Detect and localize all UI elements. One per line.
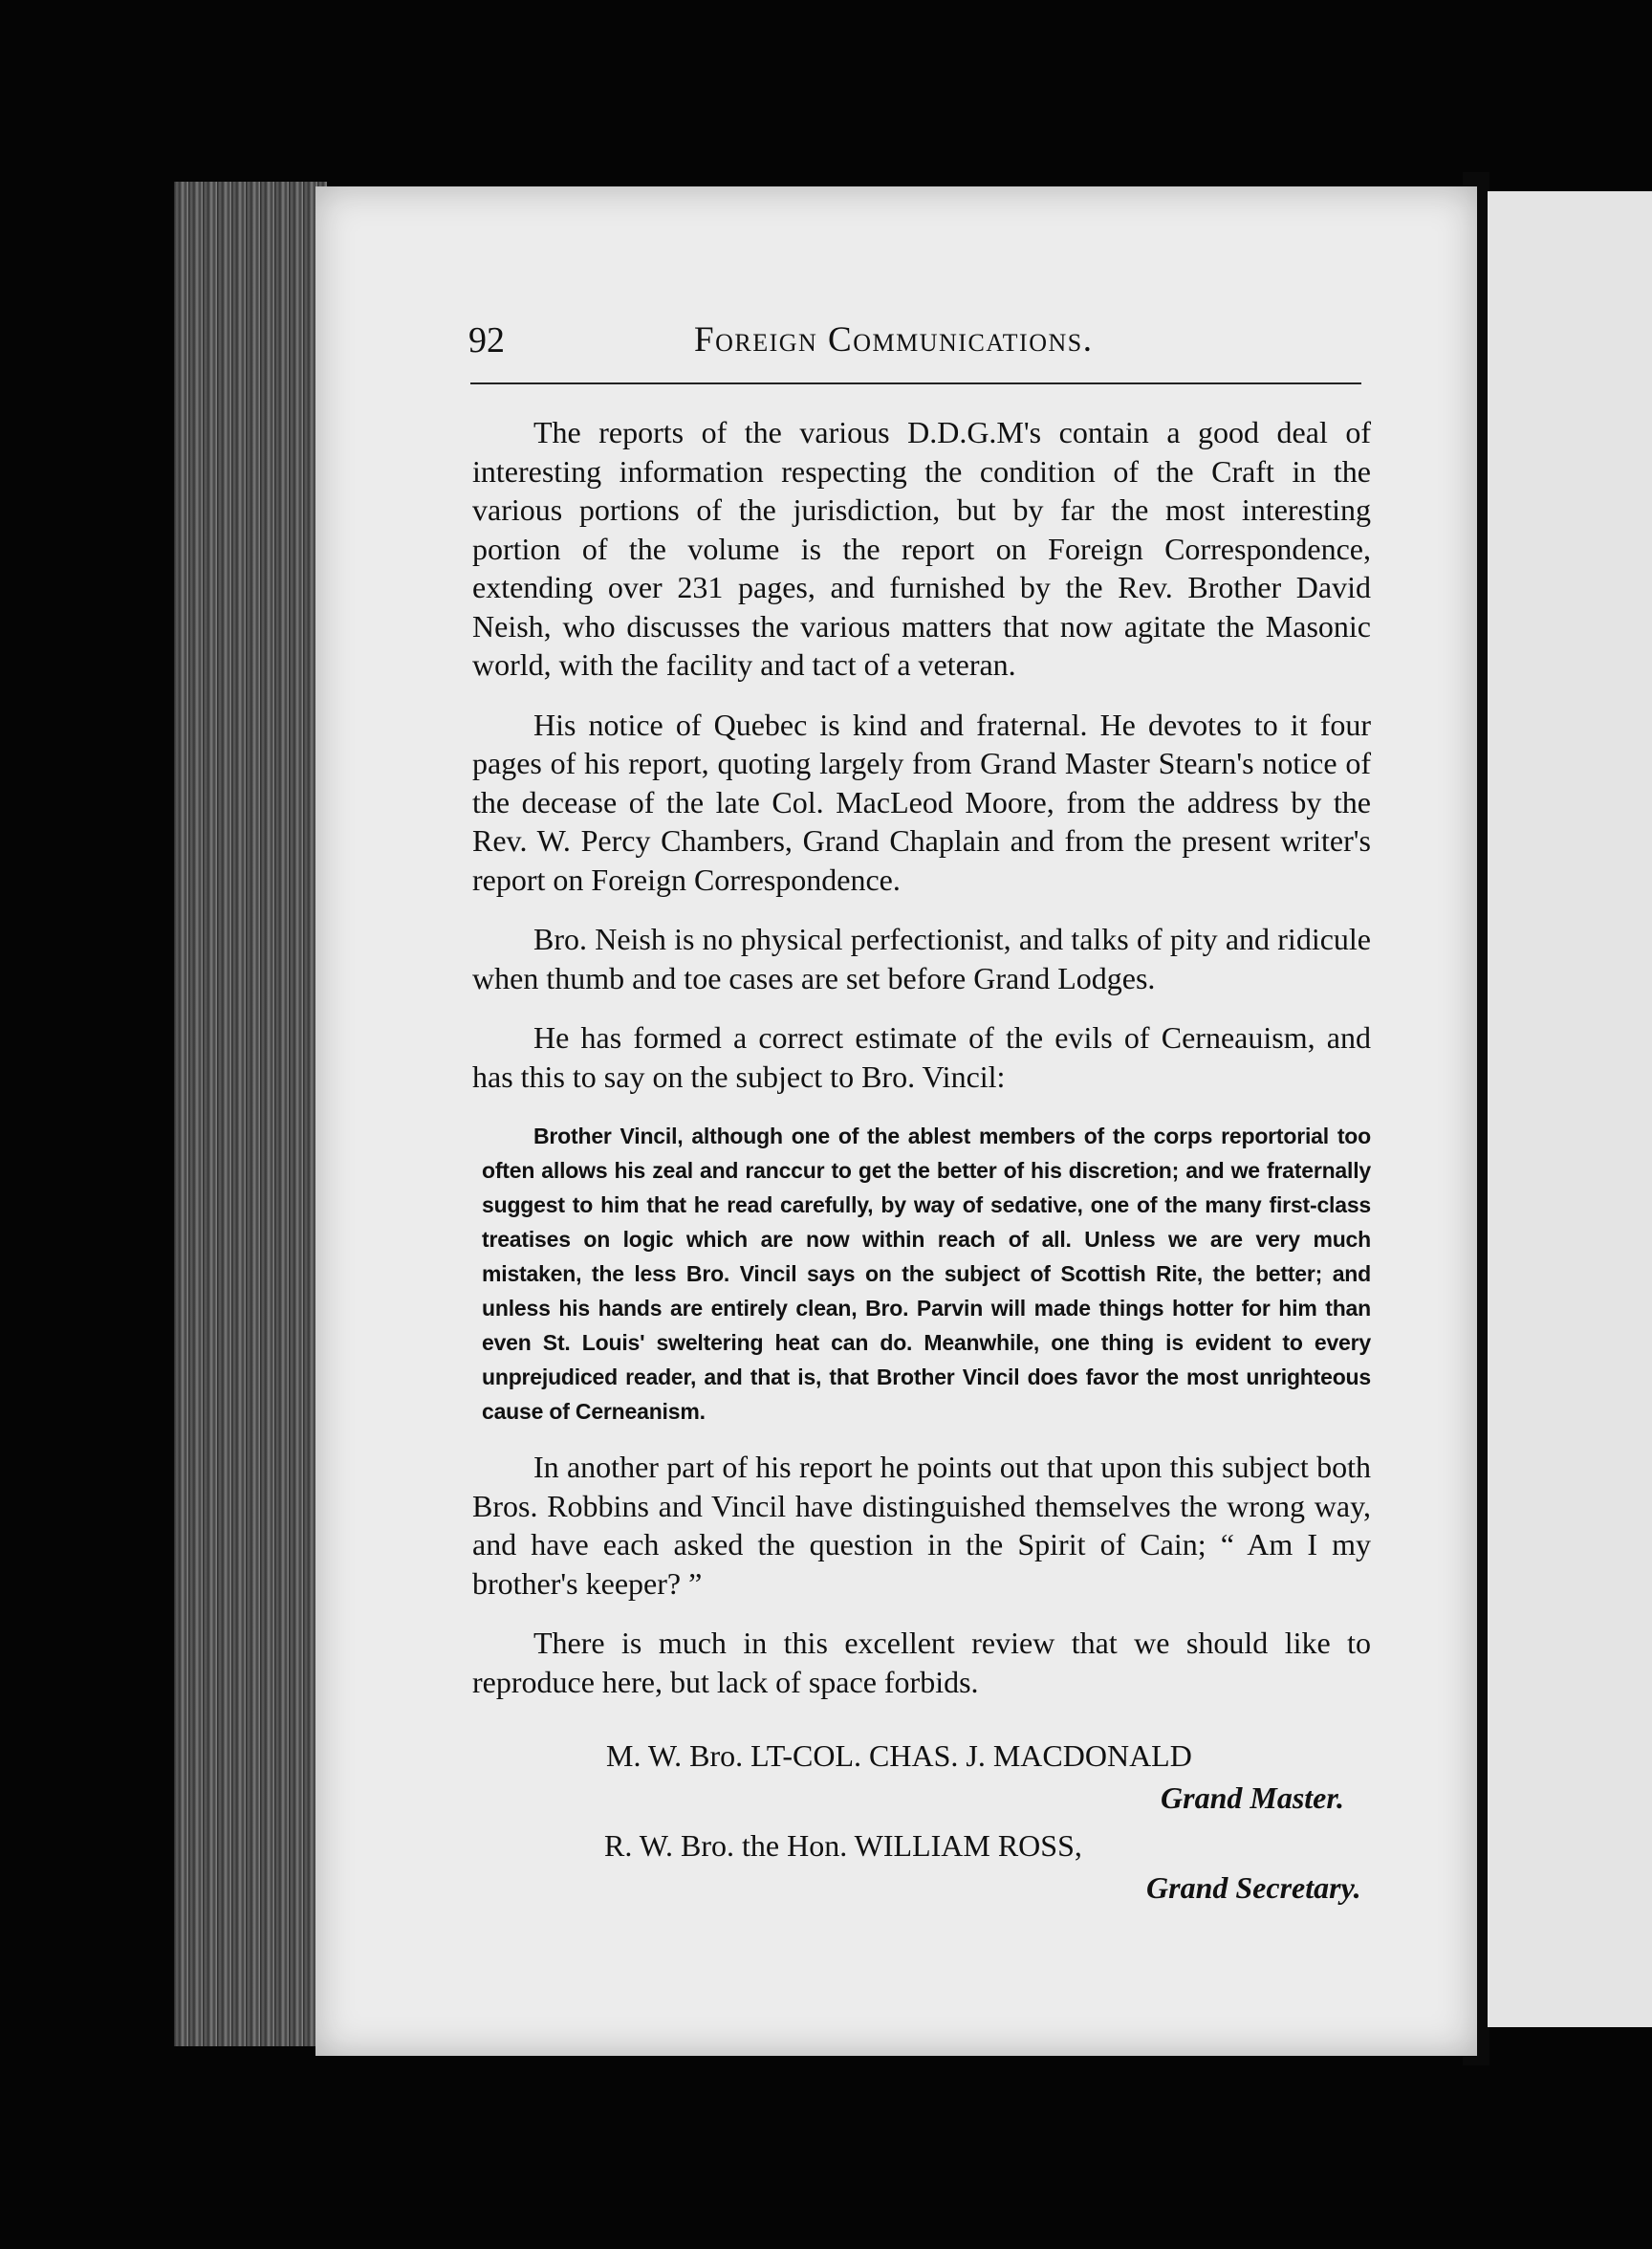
book-page-edges xyxy=(174,182,327,2046)
page-number: 92 xyxy=(468,320,505,360)
facing-page xyxy=(1488,191,1652,2027)
signature-title: Grand Secretary. xyxy=(1146,1870,1361,1905)
header-rule xyxy=(470,382,1361,384)
paragraph: Bro. Neish is no physical perfectionist, and talks of pity and ridicule when thumb and toe cases are set before Grand Lodges. xyxy=(472,922,1371,995)
running-head xyxy=(468,319,1363,373)
signature-name: R. W. Bro. the Hon. WILLIAM ROSS, xyxy=(604,1828,1082,1863)
paragraph: In another part of his report he points out that upon this subject both Bros. Robbins and Vincil have distinguished themselves the wrong way, and have each asked the question in the Spirit of Cain; “ Am I my brother's keeper? ” xyxy=(472,1450,1371,1601)
signature-title: Grand Master. xyxy=(1161,1780,1345,1815)
body-text xyxy=(472,413,1371,1701)
paragraph: The reports of the various D.D.G.M's contain a good deal of interesting information respecting the condition of the Craft in the various portions of the jurisdiction, but by far the most interesting portion of the volume is the report on Foreign Correspondence, extending over 231 pages, and furnished by the Rev. Brother David Neish, who discusses the various matters that now agitate the Masonic world, with the facility and tact of a veteran. xyxy=(472,415,1371,682)
signature-name: M. W. Bro. LT-COL. CHAS. J. MACDONALD xyxy=(606,1738,1192,1773)
block-quote: Brother Vincil, although one of the ablest members of the corps reportorial too often allows his zeal and ranccur to get the better of his discretion; and we fraternally suggest to him that he read carefully, by way of sedative, one of the many first-class treatises on logic which are now within reach of all. Unless we are very much mistaken, the less Bro. Vincil says on the subject of Scottish Rite, the better; and unless his hands are entirely clean, Bro. Parvin will made things hotter for him than even St. Louis' sweltering heat can do. Meanwhile, one thing is evident to every unprejudiced reader, and that is, that Brother Vincil does favor the most unrighteous cause of Cerneanism. xyxy=(482,1124,1371,1424)
paragraph: He has formed a correct estimate of the evils of Cerneauism, and has this to say on the subject to Bro. Vincil: xyxy=(472,1020,1371,1094)
page-header-title: Foreign Communications. xyxy=(694,320,1094,360)
paragraph: His notice of Quebec is kind and fraternal. He devotes to it four pages of his report, quoting largely from Grand Master Stearn's notice of the decease of the late Col. MacLeod Moore, from the address by the Rev. W. Percy Chambers, Grand Chaplain and from the present writer's report on Foreign Correspondence. xyxy=(472,707,1371,897)
paragraph: There is much in this excellent review that we should like to reproduce here, but lack of space forbids. xyxy=(472,1626,1371,1699)
